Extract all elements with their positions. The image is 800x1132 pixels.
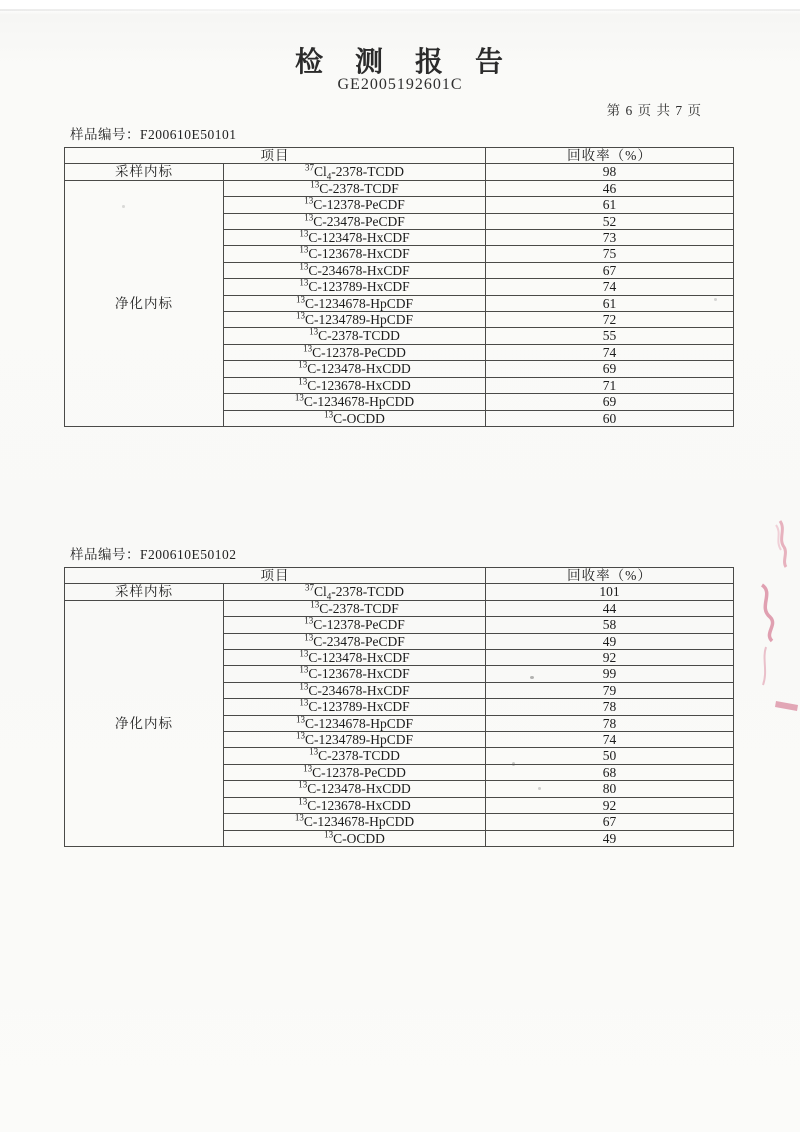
compound-name: $^{13}$C-OCDD [224,830,486,846]
recovery-value: 50 [486,748,734,764]
recovery-value: 78 [486,715,734,731]
recovery-value: 71 [486,377,734,393]
compound-name: $^{13}$C-12378-PeCDD [224,764,486,780]
compound-name: $^{13}$C-123678-HxCDF [224,246,486,262]
item-column-header: 项目 [65,568,486,584]
red-stamp-remnant [742,515,800,730]
compound-name: $^{13}$C-1234789-HpCDF [224,732,486,748]
recovery-column-header: 回收率（%） [486,568,734,584]
recovery-value: 61 [486,197,734,213]
recovery-value: 44 [486,600,734,616]
compound-name: $^{13}$C-123478-HxCDD [224,781,486,797]
sample-number-label: 样品编号： [70,547,140,562]
scan-speck [512,762,515,766]
recovery-value: 68 [486,764,734,780]
recovery-value: 79 [486,682,734,698]
recovery-value: 67 [486,814,734,830]
compound-name: $^{13}$C-123478-HxCDF [224,230,486,246]
recovery-value: 92 [486,797,734,813]
recovery-value: 75 [486,246,734,262]
recovery-value: 101 [486,584,734,600]
sample-number-line [70,123,237,143]
recovery-value: 49 [486,633,734,649]
table-header-row [65,568,734,584]
compound-name: $^{13}$C-23478-PeCDF [224,213,486,229]
compound-name: $^{13}$C-123678-HxCDD [224,377,486,393]
recovery-table-sample2 [64,567,734,847]
sample-number-value: F200610E50102 [140,547,237,562]
recovery-value: 55 [486,328,734,344]
table-row [65,584,734,600]
scan-speck [714,298,717,301]
recovery-value: 49 [486,830,734,846]
sample-number-value: F200610E50101 [140,127,237,142]
page-title: 检 测 报 告 [294,47,505,78]
compound-name: $^{13}$C-1234678-HpCDF [224,715,486,731]
compound-name: $^{37}Cl_4-2378$-TCDD [224,584,486,600]
recovery-value: 61 [486,295,734,311]
scan-speck [122,205,125,208]
recovery-value: 69 [486,361,734,377]
recovery-value: 74 [486,732,734,748]
recovery-value: 60 [486,410,734,426]
compound-name: $^{13}$C-1234678-HpCDD [224,814,486,830]
table-header-row [65,148,734,164]
report-number: GE2005192601C [337,76,463,93]
sample-number-label: 样品编号： [70,127,140,142]
recovery-value: 74 [486,344,734,360]
compound-name: $^{13}$C-2378-TCDD [224,748,486,764]
compound-name: $^{13}$C-123678-HxCDF [224,666,486,682]
compound-name: $^{13}$C-234678-HxCDF [224,262,486,278]
compound-name: $^{13}$C-12378-PeCDD [224,344,486,360]
table-row [65,180,734,196]
page-number-indicator: 第 6 页 共 7 页 [606,103,702,118]
recovery-value: 92 [486,650,734,666]
sampling-standard-label: 采样内标 [65,164,224,180]
compound-name: $^{13}$C-2378-TCDF [224,180,486,196]
compound-name: $^{13}$C-12378-PeCDF [224,197,486,213]
compound-name: $^{13}$C-1234789-HpCDF [224,312,486,328]
recovery-value: 74 [486,279,734,295]
compound-name: $^{13}$C-12378-PeCDF [224,617,486,633]
recovery-value: 46 [486,180,734,196]
item-column-header: 项目 [65,148,486,164]
compound-name: $^{13}$C-123678-HxCDD [224,797,486,813]
recovery-value: 58 [486,617,734,633]
recovery-column-header: 回收率（%） [486,148,734,164]
table-row [65,164,734,180]
scan-edge-shadow [0,9,800,11]
recovery-value: 98 [486,164,734,180]
compound-name: $^{37}Cl_4-2378$-TCDD [224,164,486,180]
compound-name: $^{13}$C-OCDD [224,410,486,426]
compound-name: $^{13}$C-123478-HxCDF [224,650,486,666]
cleanup-standard-label: 净化内标 [65,180,224,426]
recovery-value: 67 [486,262,734,278]
table-row [65,600,734,616]
cleanup-standard-label: 净化内标 [65,600,224,846]
compound-name: $^{13}$C-123478-HxCDD [224,361,486,377]
recovery-value: 72 [486,312,734,328]
scan-speck [538,787,541,790]
sample-number-line [70,543,237,563]
recovery-value: 80 [486,781,734,797]
recovery-value: 52 [486,213,734,229]
compound-name: $^{13}$C-1234678-HpCDF [224,295,486,311]
recovery-value: 73 [486,230,734,246]
recovery-value: 99 [486,666,734,682]
recovery-table-sample1 [64,147,734,427]
recovery-value: 69 [486,394,734,410]
compound-name: $^{13}$C-23478-PeCDF [224,633,486,649]
compound-name: $^{13}$C-2378-TCDF [224,600,486,616]
scan-speck [530,676,534,679]
compound-name: $^{13}$C-123789-HxCDF [224,699,486,715]
compound-name: $^{13}$C-234678-HxCDF [224,682,486,698]
recovery-value: 78 [486,699,734,715]
sampling-standard-label: 采样内标 [65,584,224,600]
compound-name: $^{13}$C-2378-TCDD [224,328,486,344]
compound-name: $^{13}$C-1234678-HpCDD [224,394,486,410]
compound-name: $^{13}$C-123789-HxCDF [224,279,486,295]
